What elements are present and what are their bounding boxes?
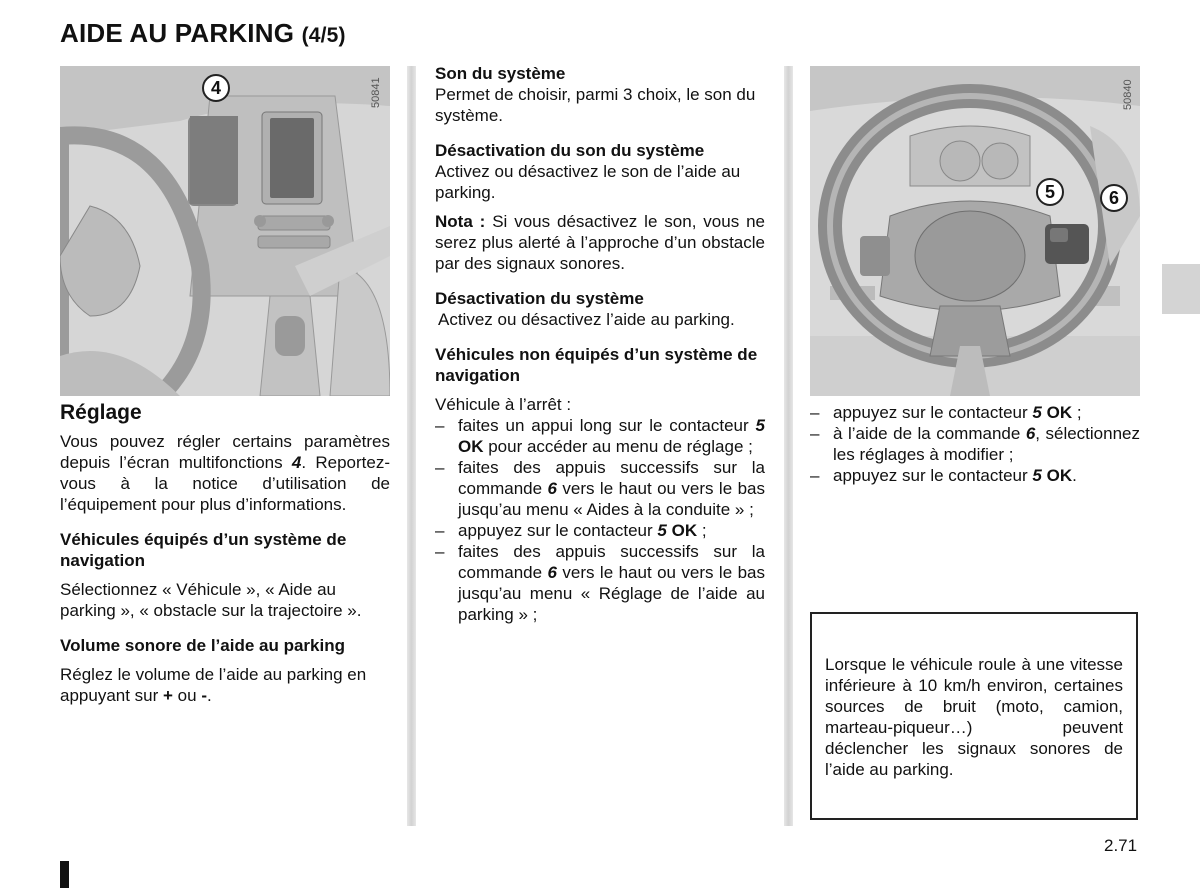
steering-wheel-illustration xyxy=(810,66,1140,396)
deactivation-text: Activez ou désactivez l’aide au parking. xyxy=(438,310,735,329)
steering-wheel-drawing xyxy=(810,66,1140,396)
dashboard-drawing xyxy=(60,66,390,396)
volume-text: Réglez le volume de l’aide au parking en appuyant sur + ou -. xyxy=(60,665,367,705)
deactivation-heading: Désactivation du système xyxy=(435,289,644,308)
sound-text: Permet de choisir, parmi 3 choix, le son du système. xyxy=(435,85,756,125)
column-3 xyxy=(810,402,1140,486)
list-item: – appuyez sur le contacteur 5 OK. xyxy=(810,465,1140,486)
figure-ref: 50841 xyxy=(370,77,382,108)
page-title-suffix: (4/5) xyxy=(301,24,346,47)
mute-heading: Désactivation du son du système xyxy=(435,141,705,160)
callout-6: 6 xyxy=(1100,184,1128,212)
column-1 xyxy=(60,402,390,706)
list-item: – à l’aide de la commande 6, sélectionnez les réglages à modifier ; xyxy=(810,423,1140,465)
figure-ref: 50840 xyxy=(1122,79,1134,110)
no-navigation-heading: Véhicules non équipés d’un système de navigation xyxy=(435,345,758,385)
dashboard-illustration xyxy=(60,66,390,396)
settings-steps-list xyxy=(435,415,765,625)
list-item: – appuyez sur le contacteur 5 OK ; xyxy=(435,520,765,541)
column-divider-left xyxy=(407,66,416,826)
equipped-text: Sélectionnez « Véhicule », « Aide au parking », « obstacle sur la trajectoire ». xyxy=(60,580,362,620)
column-2 xyxy=(435,63,765,625)
section-tab xyxy=(1162,264,1200,314)
note-box xyxy=(810,612,1138,820)
settings-steps-list-continued xyxy=(810,402,1140,486)
callout-4: 4 xyxy=(202,74,230,102)
volume-heading: Volume sonore de l’aide au parking xyxy=(60,636,345,655)
column-divider-right xyxy=(784,66,793,826)
note-text: Lorsque le véhicule roule à une vitesse inférieure à 10 km/h environ, certaines sources de bruit (moto, camion, marteau-piqueur…) peuvent déclencher les signaux sonores de l’aide au parking. xyxy=(825,655,1123,779)
nota-paragraph: Nota : Si vous désactivez le son, vous ne serez plus alerté à l’approche d’un obstacle par des signaux sonores. xyxy=(435,212,765,273)
list-item: – faites des appuis successifs sur la commande 6 vers le haut ou vers le bas jusqu’au menu « Réglage de l’aide au parking » ; xyxy=(435,541,765,625)
list-item: – faites un appui long sur le contacteur 5 OK pour accéder au menu de réglage ; xyxy=(435,415,765,457)
list-item: – appuyez sur le contacteur 5 OK ; xyxy=(810,402,1140,423)
page-number: 2.71 xyxy=(1104,836,1138,855)
equipped-heading: Véhicules équipés d’un système de navigation xyxy=(60,530,347,570)
mute-text: Activez ou désactivez le son de l’aide au parking. xyxy=(435,162,741,202)
sound-heading: Son du système xyxy=(435,64,566,83)
page-title: AIDE AU PARKING (4/5) xyxy=(60,18,346,48)
intro-paragraph: Vous pouvez régler certains paramètres depuis l’écran multifonctions 4. Reportez-vous à la notice d’utilisation de l’équipement pour plus d’informations. xyxy=(60,432,391,514)
list-item: – faites des appuis successifs sur la commande 6 vers le haut ou vers le bas jusqu’au menu « Aides à la conduite » ; xyxy=(435,457,765,520)
corner-mark xyxy=(60,861,69,888)
callout-5: 5 xyxy=(1036,178,1064,206)
stopped-text: Véhicule à l’arrêt : xyxy=(435,395,572,414)
section-heading-reglage: Réglage xyxy=(60,401,142,424)
